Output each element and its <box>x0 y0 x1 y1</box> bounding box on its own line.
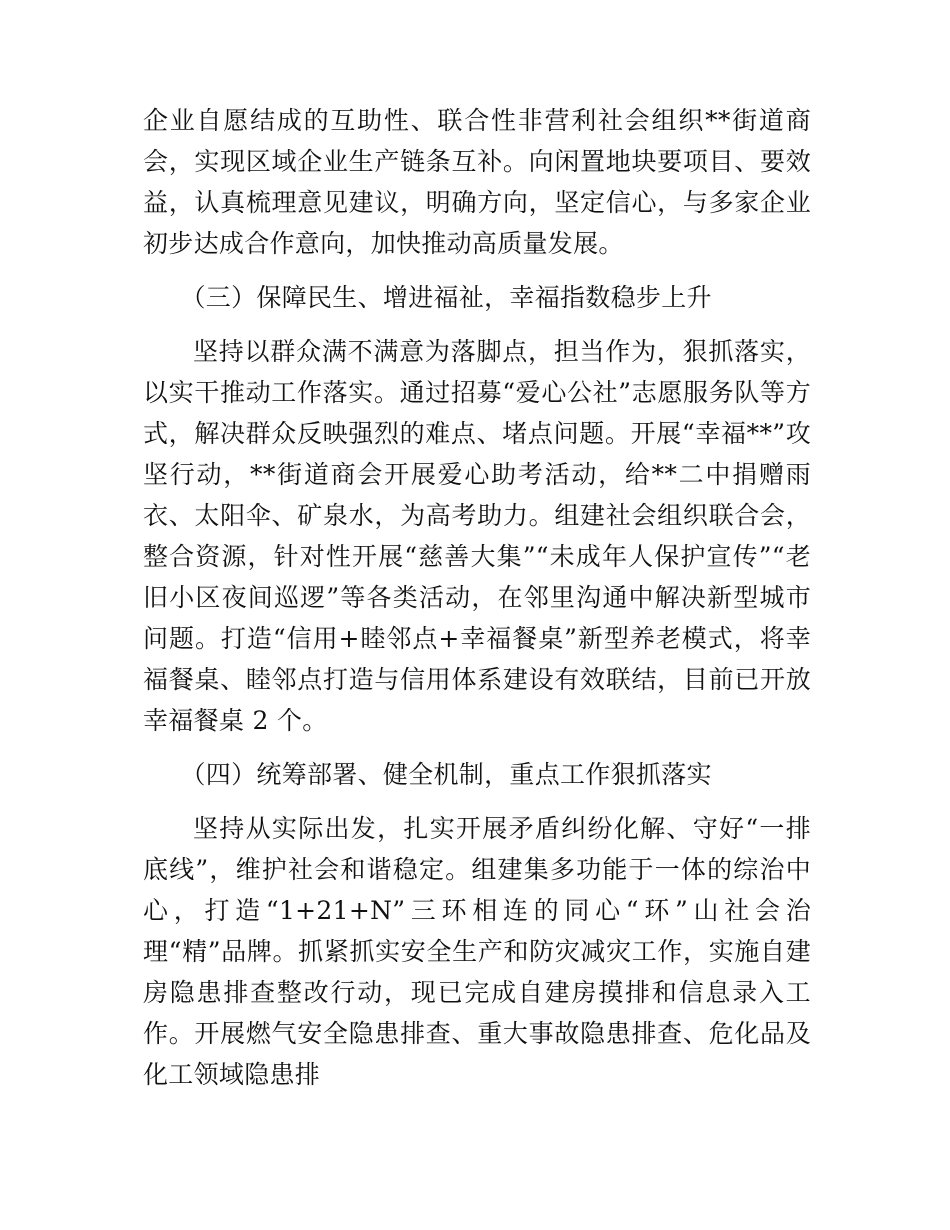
body-paragraph-1: 企业自愿结成的互助性、联合性非营利社会组织**街道商会，实现区域企业生产链条互补。向闲置地块要项目、要效益，认真梳理意见建议，明确方向，坚定信心，与多家企业初步达成合作意向，加快推动高质量发展。 <box>143 106 811 258</box>
body-paragraph-2: 坚持以群众满不满意为落脚点，担当作为，狠抓落实，以实干推动工作落实。通过招募“爱心公社”志愿服务队等方式，解决群众反映强烈的难点、堵点问题。开展“幸福**”攻坚行动，**街道商会开展爱心助考活动，给**二中捐赠雨衣、太阳伞、矿泉水，为高考助力。组建社会组织联合会，整合资源，针对性开展“慈善大集”“未成年人保护宣传”“老旧小区夜间巡逻”等各类活动，在邻里沟通中解决新型城市问题。打造“信用+睦邻点+幸福餐桌”新型养老模式，将幸福餐桌、睦邻点打造与信用体系建设有效联结，目前已开放幸福餐桌 2 个。 <box>143 337 811 735</box>
section-heading-4: （四）统筹部署、健全机制，重点工作狠抓落实 <box>180 760 712 789</box>
document-page <box>143 100 811 1108</box>
section-heading-3: （三）保障民生、增进福祉，幸福指数稳步上升 <box>180 283 712 312</box>
body-paragraph-3: 坚持从实际出发，扎实开展矛盾纠纷化解、守好“一排底线”，维护社会和谐稳定。组建集多功能于一体的综治中心，打造“1+21+N”三环相连的同心“环”山社会治理“精”品牌。抓紧抓实安全生产和防灾减灾工作，实施自建房隐患排查整改行动，现已完成自建房摸排和信息录入工作。开展燃气安全隐患排查、重大事故隐患排查、危化品及化工领域隐患排 <box>143 814 811 1089</box>
